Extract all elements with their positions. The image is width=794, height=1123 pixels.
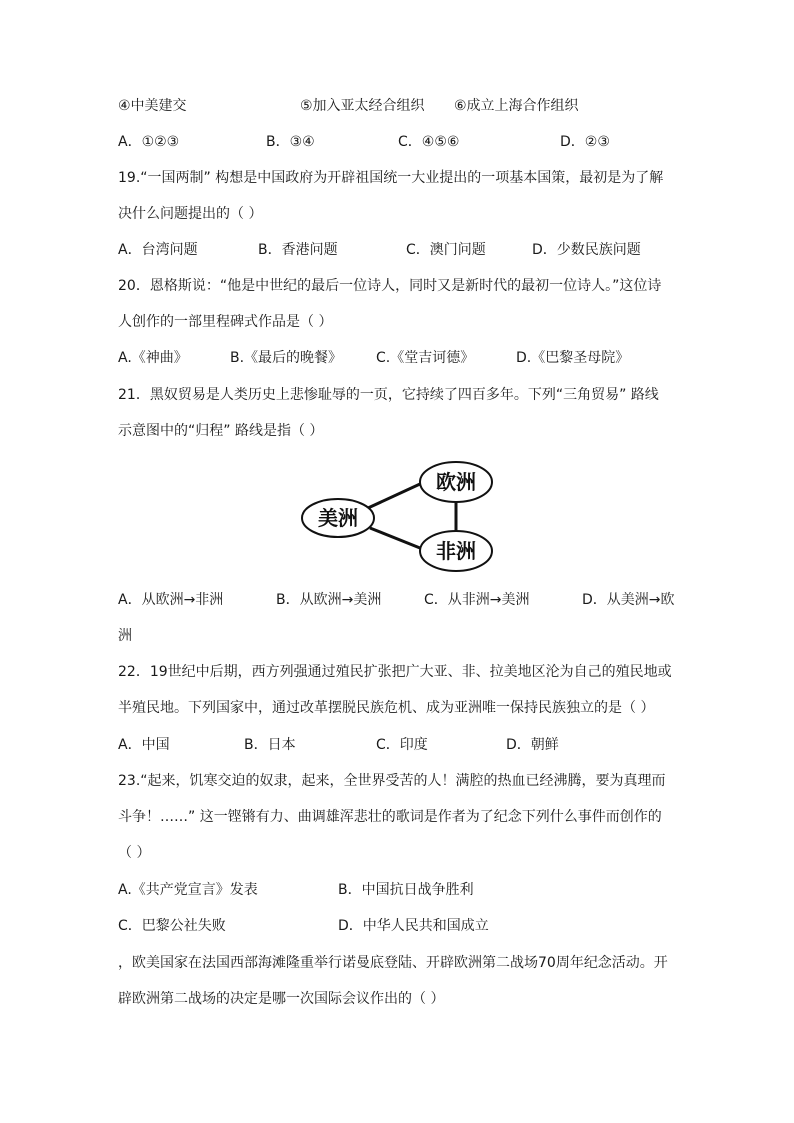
q19-option-b: B．香港问题: [258, 242, 338, 258]
q21-option-d: D．从美洲→欧: [582, 592, 675, 608]
label-europe: 欧洲: [436, 470, 476, 494]
q22-option-d: D．朝鲜: [506, 737, 559, 753]
q19-option-d: D．少数民族问题: [532, 242, 641, 258]
item-6: ⑥成立上海合作组织: [454, 98, 579, 114]
q19-option-a: A．台湾问题: [118, 242, 198, 258]
q20-option-b: B.《最后的晚餐》: [230, 350, 343, 366]
q20-option-d: D.《巴黎圣母院》: [516, 350, 630, 366]
q20-option-c: C.《堂吉诃德》: [376, 350, 475, 366]
q24-stem-line2: 辟欧洲第二战场的决定是哪一次国际会议作出的（ ）: [118, 991, 445, 1007]
label-america: 美洲: [318, 506, 358, 530]
q21-option-d-wrap: 洲: [118, 628, 132, 644]
q22-option-a: A．中国: [118, 737, 170, 753]
node-africa: [420, 531, 492, 571]
q21-option-a: A．从欧洲→非洲: [118, 592, 224, 608]
q18-option-a: A．①②③: [118, 134, 180, 150]
q19-stem-line1: 19.“一国两制” 构想是中国政府为开辟祖国统一大业提出的一项基本国策，最初是为了解: [118, 170, 664, 186]
q19-option-c: C．澳门问题: [406, 242, 486, 258]
q23-option-d: D．中华人民共和国成立: [338, 918, 489, 934]
q22-option-b: B．日本: [244, 737, 296, 753]
q23-stem-line2: 斗争！……” 这一铿锵有力、曲调雄浑悲壮的歌词是作者为了纪念下列什么事件而创作的: [118, 809, 662, 825]
q24-stem-line1: ，欧美国家在法国西部海滩隆重举行诺曼底登陆、开辟欧洲第二战场70周年纪念活动。开: [118, 955, 668, 971]
q20-stem-line2: 人创作的一部里程碑式作品是（ ）: [118, 314, 333, 330]
q20-stem-line1: 20．恩格斯说：“他是中世纪的最后一位诗人，同时又是新时代的最初一位诗人。”这位诗: [118, 278, 662, 294]
q22-stem-line2: 半殖民地。下列国家中，通过改革摆脱民族危机、成为亚洲唯一保持民族独立的是（ ）: [118, 700, 655, 716]
q18-option-c: C．④⑤⑥: [398, 134, 460, 150]
q23-option-a: A.《共产党宣言》发表: [118, 882, 258, 898]
line-america-africa: [370, 528, 420, 548]
node-europe: [420, 462, 492, 502]
triangle-trade-diagram: [296, 456, 498, 576]
item-4: ④中美建交: [118, 98, 187, 114]
q18-option-d: D．②③: [560, 134, 610, 150]
q21-stem-line1: 21．黑奴贸易是人类历史上悲惨耻辱的一页，它持续了四百多年。下列“三角贸易” 路线: [118, 387, 659, 403]
label-africa: 非洲: [436, 539, 476, 563]
q21-stem-line2: 示意图中的“归程” 路线是指（ ）: [118, 423, 324, 439]
q22-stem-line1: 22．19世纪中后期，西方列强通过殖民扩张把广大亚、非、拉美地区沦为自己的殖民地或: [118, 664, 672, 680]
line-america-europe: [368, 484, 420, 508]
q20-option-a: A.《神曲》: [118, 350, 188, 366]
q23-stem-line3: （ ）: [118, 845, 151, 861]
q23-stem-line1: 23.“起来，饥寒交迫的奴隶，起来，全世界受苦的人！满腔的热血已经沸腾，要为真理而: [118, 773, 666, 789]
q23-option-c: C．巴黎公社失败: [118, 918, 226, 934]
q22-option-c: C．印度: [376, 737, 428, 753]
q19-stem-line2: 决什么问题提出的（ ）: [118, 206, 263, 222]
q23-option-b: B．中国抗日战争胜利: [338, 882, 474, 898]
item-5: ⑤加入亚太经合组织: [300, 98, 425, 114]
node-america: [302, 499, 374, 537]
q21-option-b: B．从欧洲→美洲: [276, 592, 382, 608]
q18-option-b: B．③④: [266, 134, 315, 150]
q21-option-c: C．从非洲→美洲: [424, 592, 530, 608]
